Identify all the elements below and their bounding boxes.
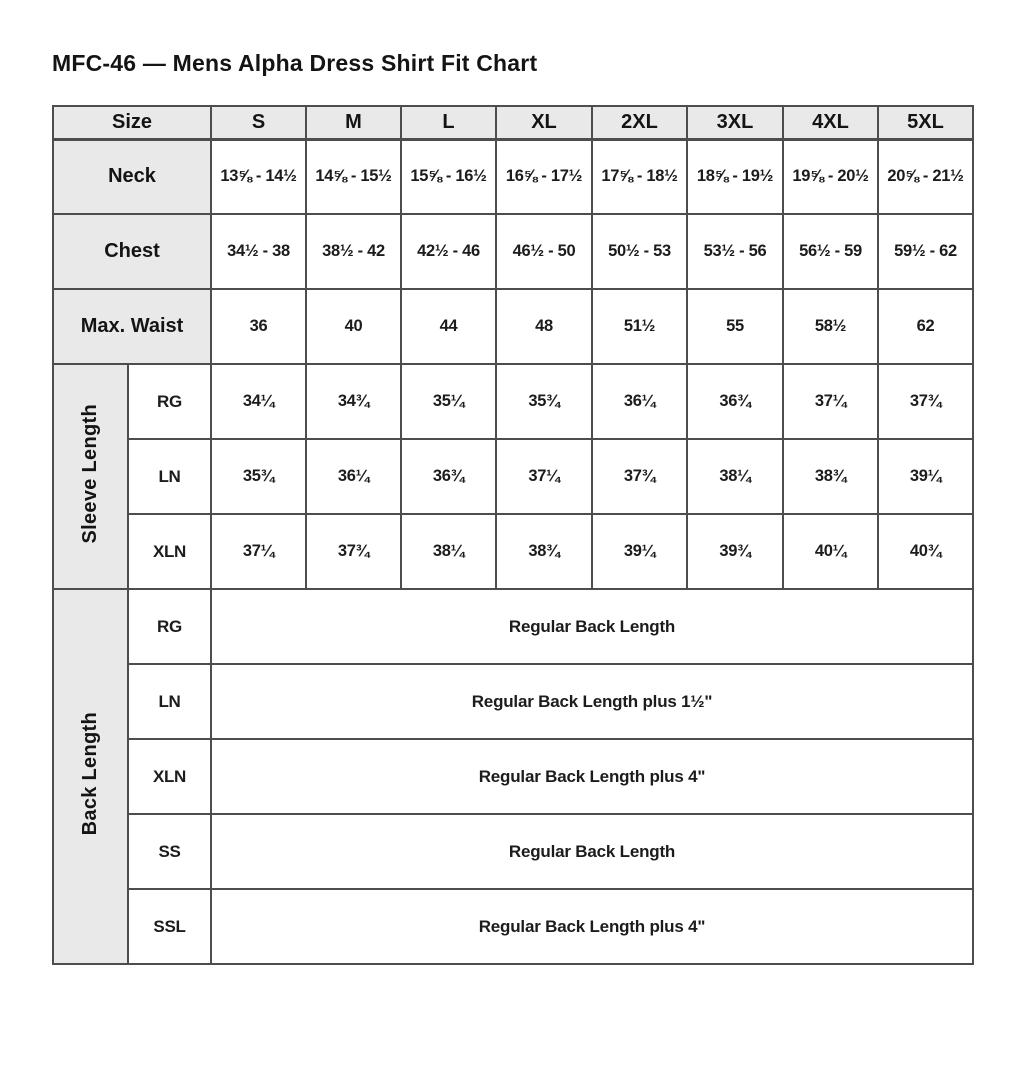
page-title: MFC-46 — Mens Alpha Dress Shirt Fit Chart xyxy=(52,50,538,76)
back-row-code: XLN xyxy=(128,739,211,814)
sleeve-rg-value: 36¾ xyxy=(687,364,783,439)
sleeve-ln-value: 38¼ xyxy=(687,439,783,514)
size-column-header: 2XL xyxy=(592,106,687,139)
chest-value: 50½ - 53 xyxy=(592,214,687,289)
back-length-ssl-row xyxy=(53,889,973,964)
sleeve-ln-value: 38¾ xyxy=(783,439,878,514)
size-column-header: 3XL xyxy=(687,106,783,139)
size-column-header: M xyxy=(306,106,401,139)
sleeve-ln-value: 37¾ xyxy=(592,439,687,514)
sleeve-row-code: LN xyxy=(128,439,211,514)
size-header-row xyxy=(53,106,973,139)
sleeve-length-xln-row xyxy=(53,514,973,589)
max-waist-value: 51½ xyxy=(592,289,687,364)
max-waist-value: 55 xyxy=(687,289,783,364)
sleeve-length-ln-row xyxy=(53,439,973,514)
sleeve-row-code: RG xyxy=(128,364,211,439)
back-length-ln-row xyxy=(53,664,973,739)
sleeve-xln-value: 38¼ xyxy=(401,514,496,589)
back-row-code: RG xyxy=(128,589,211,664)
back-ssl-value: Regular Back Length plus 4" xyxy=(211,889,973,964)
back-row-code: SSL xyxy=(128,889,211,964)
sleeve-xln-value: 38¾ xyxy=(496,514,592,589)
neck-value: 17⅝ - 18½ xyxy=(592,139,687,214)
sleeve-xln-value: 40¼ xyxy=(783,514,878,589)
chest-value: 46½ - 50 xyxy=(496,214,592,289)
chest-row-label: Chest xyxy=(53,214,211,289)
chest-value: 53½ - 56 xyxy=(687,214,783,289)
size-column-header: 5XL xyxy=(878,106,973,139)
chest-value: 38½ - 42 xyxy=(306,214,401,289)
max-waist-value: 44 xyxy=(401,289,496,364)
sleeve-rg-value: 36¼ xyxy=(592,364,687,439)
sleeve-rg-value: 34¼ xyxy=(211,364,306,439)
back-rg-value: Regular Back Length xyxy=(211,589,973,664)
sleeve-rg-value: 35¾ xyxy=(496,364,592,439)
size-column-header: L xyxy=(401,106,496,139)
neck-value: 15⅝ - 16½ xyxy=(401,139,496,214)
max-waist-value: 58½ xyxy=(783,289,878,364)
neck-value: 16⅝ - 17½ xyxy=(496,139,592,214)
neck-row xyxy=(53,139,973,214)
sleeve-length-rg-row xyxy=(53,364,973,439)
sleeve-rg-value: 37¼ xyxy=(783,364,878,439)
back-ss-value: Regular Back Length xyxy=(211,814,973,889)
sleeve-xln-value: 37¼ xyxy=(211,514,306,589)
chest-value: 34½ - 38 xyxy=(211,214,306,289)
back-length-section-label xyxy=(53,589,128,964)
sleeve-length-section-label xyxy=(53,364,128,589)
max-waist-value: 40 xyxy=(306,289,401,364)
size-column-header: 4XL xyxy=(783,106,878,139)
sleeve-ln-value: 35¾ xyxy=(211,439,306,514)
back-xln-value: Regular Back Length plus 4" xyxy=(211,739,973,814)
back-ln-value: Regular Back Length plus 1½" xyxy=(211,664,973,739)
chest-value: 59½ - 62 xyxy=(878,214,973,289)
sleeve-ln-value: 36¼ xyxy=(306,439,401,514)
back-length-xln-row xyxy=(53,739,973,814)
sleeve-xln-value: 39¼ xyxy=(592,514,687,589)
sleeve-rg-value: 35¼ xyxy=(401,364,496,439)
neck-value: 14⅝ - 15½ xyxy=(306,139,401,214)
fit-chart-table xyxy=(52,105,974,965)
sleeve-xln-value: 37¾ xyxy=(306,514,401,589)
sleeve-xln-value: 39¾ xyxy=(687,514,783,589)
neck-value: 18⅝ - 19½ xyxy=(687,139,783,214)
size-column-header: XL xyxy=(496,106,592,139)
sleeve-rg-value: 37¾ xyxy=(878,364,973,439)
max-waist-value: 62 xyxy=(878,289,973,364)
sleeve-ln-value: 36¾ xyxy=(401,439,496,514)
back-length-ss-row xyxy=(53,814,973,889)
sleeve-ln-value: 39¼ xyxy=(878,439,973,514)
back-row-code: SS xyxy=(128,814,211,889)
sleeve-length-label-text: Sleeve Length xyxy=(79,404,101,544)
neck-value: 20⅝ - 21½ xyxy=(878,139,973,214)
back-length-rg-row xyxy=(53,589,973,664)
back-length-label-text: Back Length xyxy=(79,712,101,836)
sleeve-ln-value: 37¼ xyxy=(496,439,592,514)
size-header-label: Size xyxy=(53,106,211,139)
max-waist-row-label: Max. Waist xyxy=(53,289,211,364)
max-waist-value: 36 xyxy=(211,289,306,364)
max-waist-row xyxy=(53,289,973,364)
chest-value: 56½ - 59 xyxy=(783,214,878,289)
neck-value: 19⅝ - 20½ xyxy=(783,139,878,214)
sleeve-rg-value: 34¾ xyxy=(306,364,401,439)
neck-value: 13⅝ - 14½ xyxy=(211,139,306,214)
max-waist-value: 48 xyxy=(496,289,592,364)
size-column-header: S xyxy=(211,106,306,139)
chest-value: 42½ - 46 xyxy=(401,214,496,289)
neck-row-label: Neck xyxy=(53,139,211,214)
sleeve-row-code: XLN xyxy=(128,514,211,589)
chest-row xyxy=(53,214,973,289)
sleeve-xln-value: 40¾ xyxy=(878,514,973,589)
back-row-code: LN xyxy=(128,664,211,739)
